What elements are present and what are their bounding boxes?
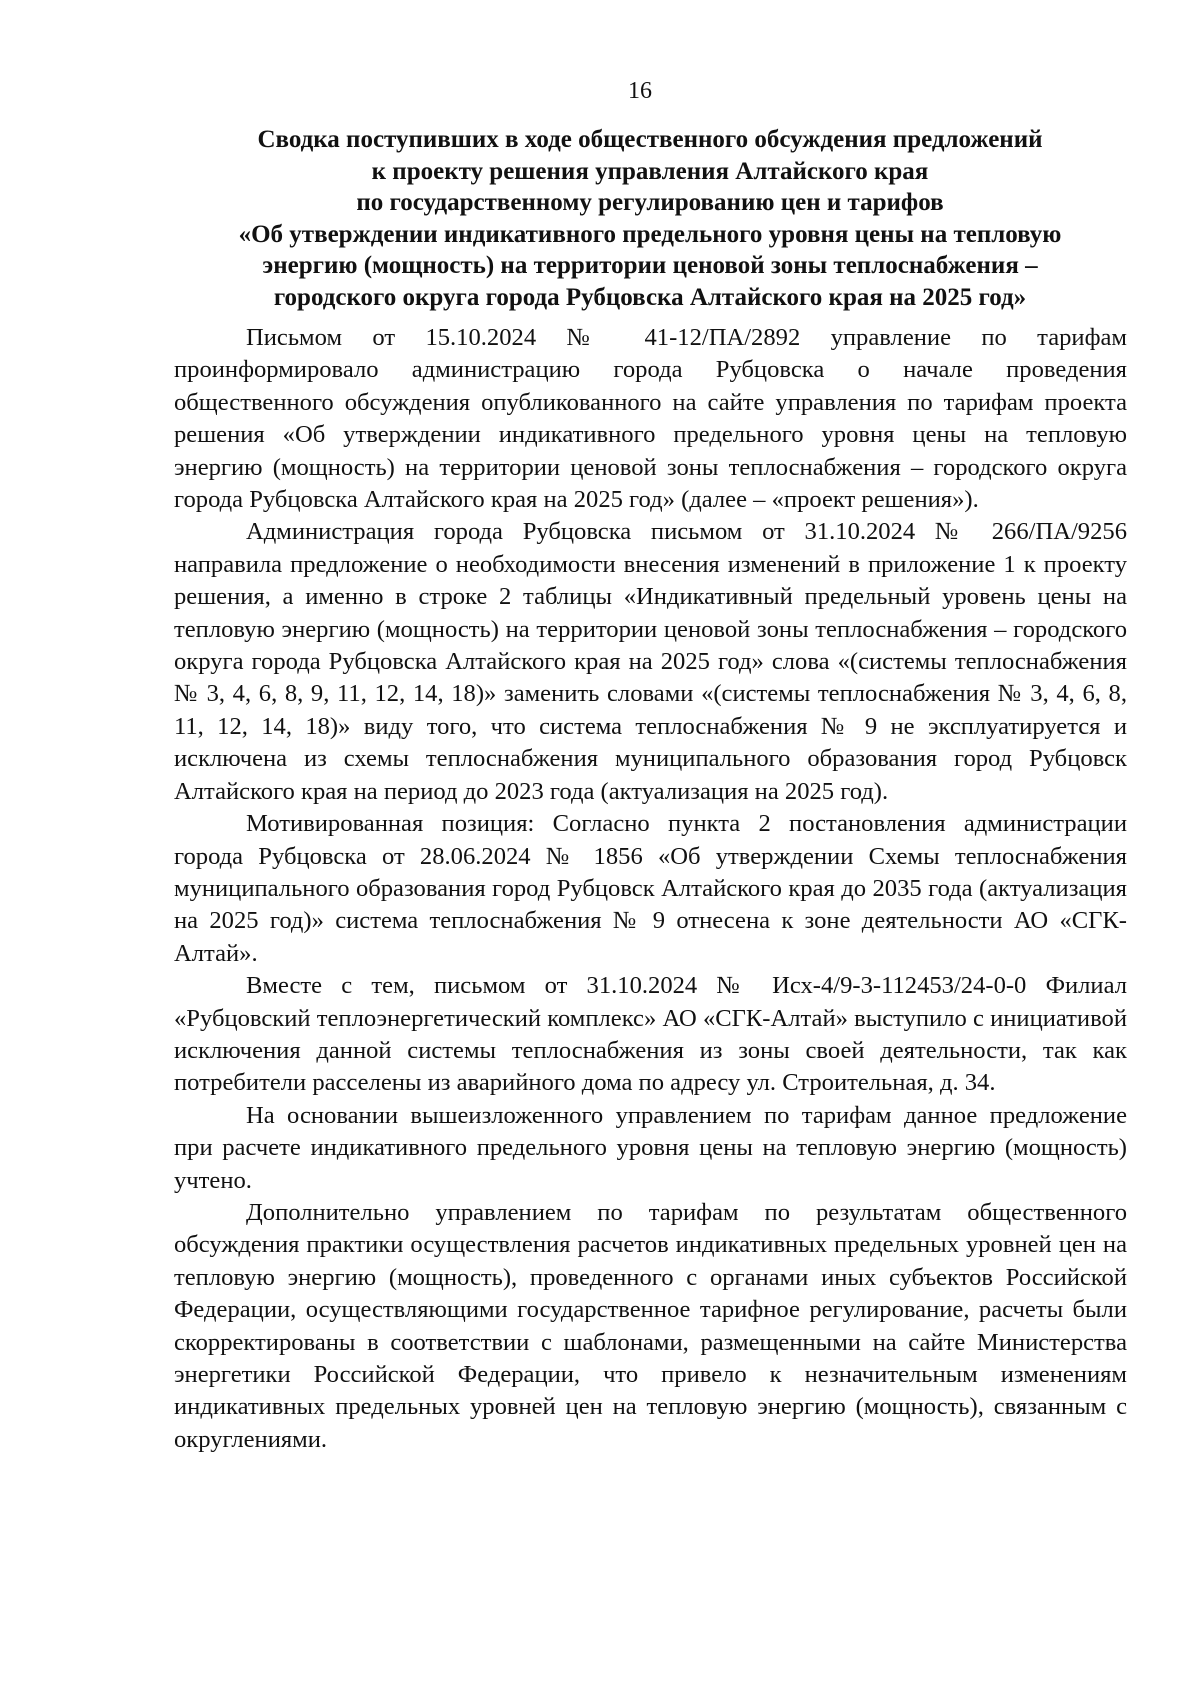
paragraph-sgk-altai-letter: Вместе с тем, письмом от 31.10.2024 № Исх-4/9-3-112453/24-0-0 Филиал «Рубцовский теплоэнергетический комплекс» АО «СГК-Алтай» выступило с инициативой исключения данной системы теплоснабжения из зоны своей деятельности, так как потребители расселены из аварийного дома по адресу ул. Строительная, д. 34.: [174, 972, 1127, 1097]
heading-line: по государственному регулированию цен и тарифов: [356, 189, 944, 216]
heading-line: к проекту решения управления Алтайского края: [371, 157, 929, 185]
heading-line: городского округа города Рубцовска Алтайского края на 2025 год»: [273, 283, 1027, 311]
paragraph-additional-corrections: Дополнительно управлением по тарифам по результатам общественного обсуждения практики осуществления расчетов индикативных предельных уровней цен на тепловую энергию (мощность), проведенного с органами иных субъектов Российской Федерации, осуществляющими государственное тарифное регулирование, расчеты были скорректированы в соответствии с шаблонами, размещенными на сайте Министерства энергетики Российской Федерации, что привело к незначительным изменениям индикативных предельных уровней цен на тепловую энергию (мощность), связанным с округлениями.: [174, 1198, 1127, 1453]
heading-line: Сводка поступивших в ходе общественного обсуждения предложений: [257, 126, 1043, 153]
paragraph-proposal-accepted: На основании вышеизложенного управлением по тарифам данное предложение при расчете индикативного предельного уровня цены на тепловую энергию (мощность) учтено.: [174, 1101, 1127, 1194]
paragraph-administration-proposal: Администрация города Рубцовска письмом от 31.10.2024 № 266/ПА/9256 направила предложение о необходимости внесения изменений в приложение 1 к проекту решения, а именно в строке 2 таблицы «Индикативный предельный уровень цены на тепловую энергию (мощность) на территории ценовой зоны теплоснабжения – городского округа города Рубцовска Алтайского края на 2025 год» слова «(системы теплоснабжения № 3, 4, 6, 8, 9, 11, 12, 14, 18)» заменить словами «(системы теплоснабжения № 3, 4, 6, 8, 11, 12, 14, 18)» виду того, что система теплоснабжения № 9 не эксплуатируется и исключена из схемы теплоснабжения муниципального образования город Рубцовск Алтайского края на период до 2023 года (актуализация на 2025 год).: [174, 518, 1127, 805]
paragraph-motivated-position: Мотивированная позиция: Согласно пункта 2 постановления администрации города Рубцовска от 28.06.2024 № 1856 «Об утверждении Схемы теплоснабжения муниципального образования город Рубцовск Алтайского края до 2035 года (актуализация на 2025 год)» система теплоснабжения № 9 отнесена к зоне деятельности АО «СГК-Алтай».: [174, 810, 1127, 967]
heading-line: «Об утверждении индикативного предельного уровня цены на тепловую: [238, 220, 1062, 248]
heading-line: энергию (мощность) на территории ценовой зоны теплоснабжения –: [262, 252, 1038, 279]
paragraph-notification-letter: Письмом от 15.10.2024 № 41-12/ПА/2892 управление по тарифам проинформировало администрацию города Рубцовска о начале проведения общественного обсуждения опубликованного на сайте управления по тарифам проекта решения «Об утверждении индикативного предельного уровня цены на тепловую энергию (мощность) на территории ценовой зоны теплоснабжения – городского округа города Рубцовска Алтайского края на 2025 год» (далее – «проект решения»).: [174, 324, 1127, 514]
document-heading: [170, 124, 1130, 313]
document-body: [174, 322, 1127, 1456]
page-number: 16: [628, 78, 652, 104]
